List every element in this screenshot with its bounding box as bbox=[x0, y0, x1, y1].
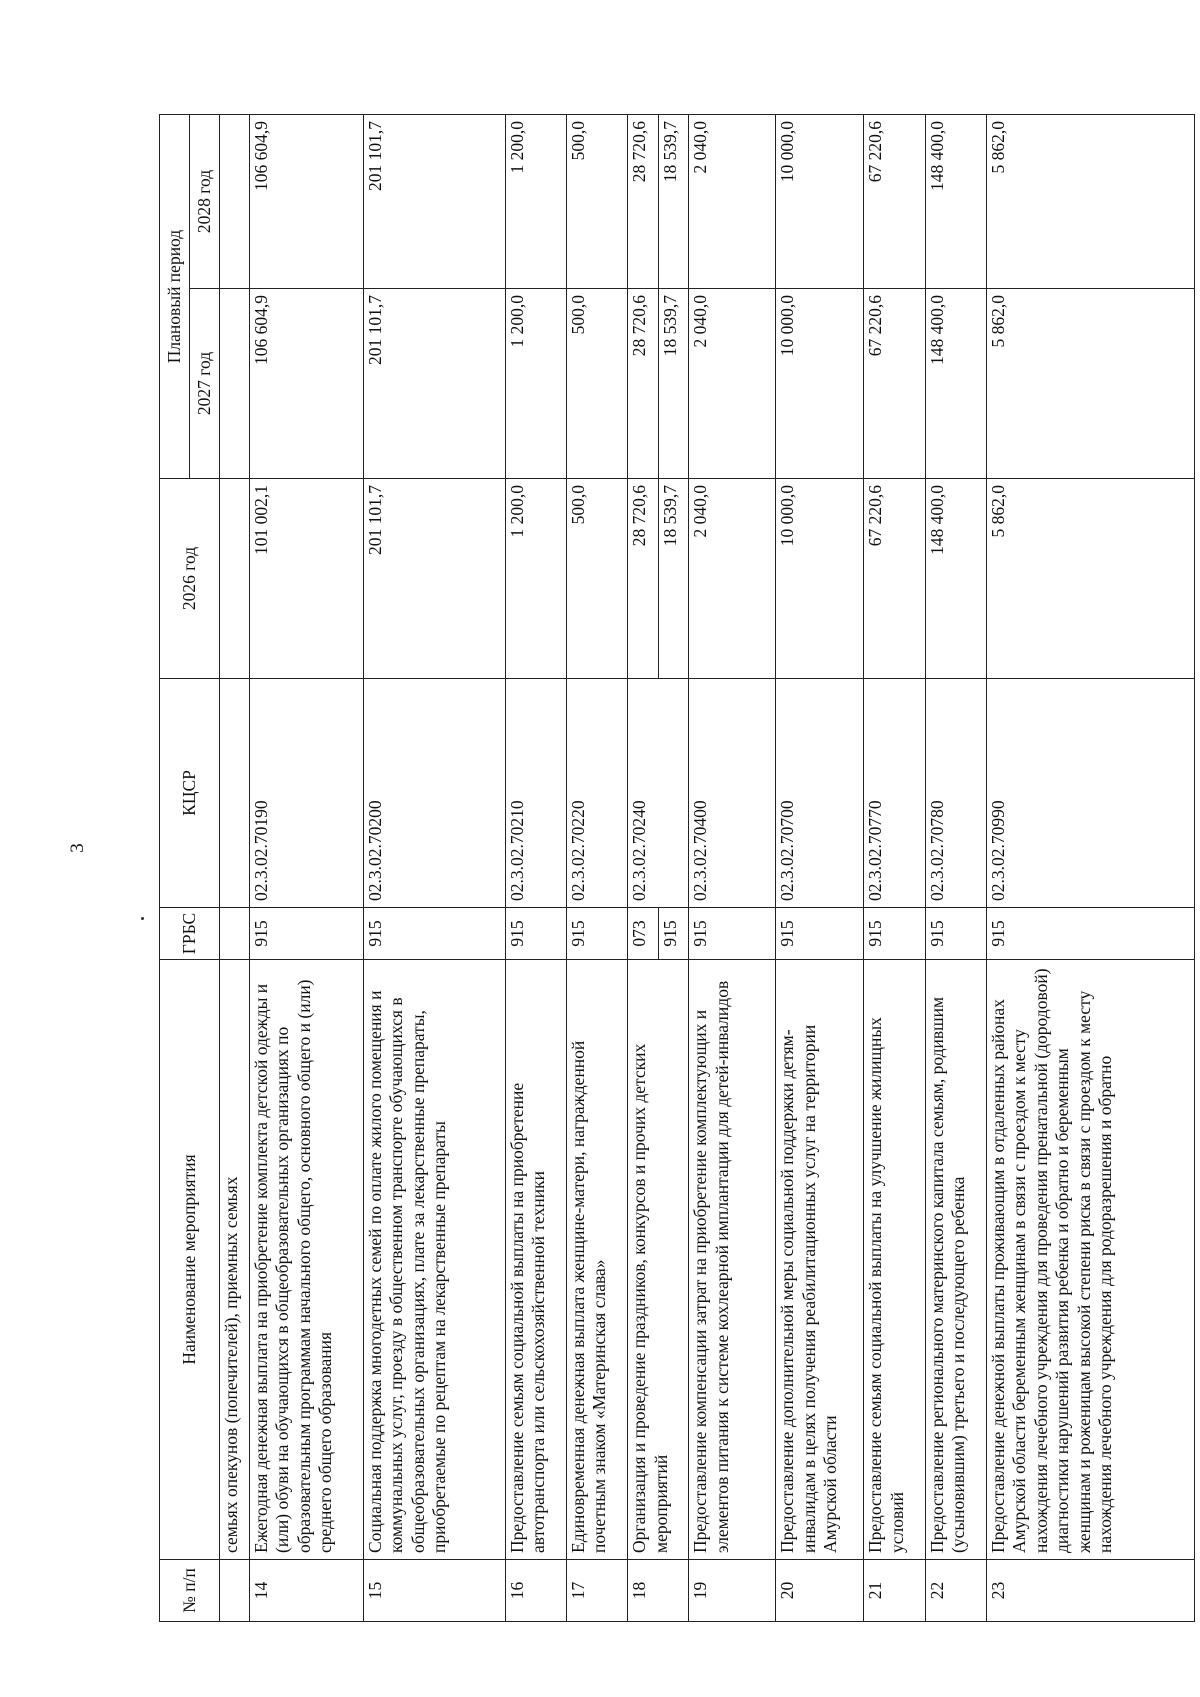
row-kcsr: 02.3.02.70400 bbox=[689, 679, 776, 908]
row-kcsr: 02.3.02.70700 bbox=[776, 679, 864, 908]
row-num: 14 bbox=[249, 1560, 363, 1622]
row-2026: 67 220,6 bbox=[864, 479, 925, 679]
row-num: 15 bbox=[363, 1560, 505, 1622]
row-2027: 1 200,0 bbox=[505, 289, 566, 479]
row-2026: 18 539,7 bbox=[658, 479, 689, 679]
row-2028: 5 862,0 bbox=[986, 114, 1194, 288]
row-kcsr: 02.3.02.70990 bbox=[986, 679, 1194, 908]
budget-table bbox=[159, 114, 1195, 1622]
row-grbs: 915 bbox=[689, 908, 776, 960]
row-kcsr: 02.3.02.70190 bbox=[249, 679, 363, 908]
header-grbs: ГРБС bbox=[160, 908, 220, 960]
row-2026: 101 002,1 bbox=[249, 479, 363, 679]
table-row bbox=[505, 114, 566, 1621]
row-2027: 18 539,7 bbox=[658, 289, 689, 479]
row-2028: 500,0 bbox=[566, 114, 627, 288]
row-name: Предоставление семьям социальной выплаты на улучшение жилищных условий bbox=[864, 960, 925, 1560]
header-2027: 2027 год bbox=[189, 289, 219, 479]
row-2026: 148 400,0 bbox=[925, 479, 986, 679]
row-2028: 10 000,0 bbox=[776, 114, 864, 288]
row-grbs: 915 bbox=[925, 908, 986, 960]
row-2026: 201 101,7 bbox=[363, 479, 505, 679]
row-2027: 106 604,9 bbox=[249, 289, 363, 479]
table-row bbox=[249, 114, 363, 1621]
row-kcsr: 02.3.02.70780 bbox=[925, 679, 986, 908]
table-row bbox=[689, 114, 776, 1621]
page-number: 3 bbox=[67, 843, 88, 853]
row-name: Предоставление компенсации затрат на приобретение комплектующих и элементов питания к системе кохлеарной имплантации для детей-инвалидов bbox=[689, 960, 776, 1560]
table-row bbox=[925, 114, 986, 1621]
row-name: Социальная поддержка многодетных семей по оплате жилого помещения и коммунальных услуг, проезду в общественном транспорте обучающихся в общеобразовательных организациях, плате за лекарственные препараты, приобретаемые по рецептам на лекарственные препараты bbox=[363, 960, 505, 1560]
row-num: 23 bbox=[986, 1560, 1194, 1622]
row-2026: 5 862,0 bbox=[986, 479, 1194, 679]
row-2027: 2 040,0 bbox=[689, 289, 776, 479]
row-grbs: 073 bbox=[628, 908, 659, 960]
row-num: 18 bbox=[628, 1560, 689, 1622]
row-2028: 28 720,6 bbox=[628, 114, 659, 288]
row-kcsr: 02.3.02.70770 bbox=[864, 679, 925, 908]
row-kcsr: 02.3.02.70210 bbox=[505, 679, 566, 908]
header-num: № п/п bbox=[160, 1560, 220, 1622]
row-2028: 18 539,7 bbox=[658, 114, 689, 288]
row-2027: 5 862,0 bbox=[986, 289, 1194, 479]
row-kcsr: 02.3.02.70220 bbox=[566, 679, 627, 908]
table-row bbox=[776, 114, 864, 1621]
row-2027: 28 720,6 bbox=[628, 289, 659, 479]
row-2028: 201 101,7 bbox=[363, 114, 505, 288]
row-2027: 67 220,6 bbox=[864, 289, 925, 479]
row-kcsr: 02.3.02.70200 bbox=[363, 679, 505, 908]
row-grbs: 915 bbox=[776, 908, 864, 960]
row-2028: 2 040,0 bbox=[689, 114, 776, 288]
header-planned-period: Плановый период bbox=[160, 114, 190, 478]
row-2028: 1 200,0 bbox=[505, 114, 566, 288]
header-name: Наименование мероприятия bbox=[160, 960, 220, 1560]
table-row bbox=[566, 114, 627, 1621]
table-row bbox=[864, 114, 925, 1621]
row-grbs: 915 bbox=[566, 908, 627, 960]
table-row bbox=[628, 114, 659, 1621]
row-name: Организация и проведение праздников, конкурсов и прочих детских мероприятий bbox=[628, 960, 689, 1560]
table-row bbox=[363, 114, 505, 1621]
row-grbs: 915 bbox=[505, 908, 566, 960]
row-name: Предоставление регионального материнского капитала семьям, родившим (усыновившим) третьего и последующего ребенка bbox=[925, 960, 986, 1560]
row-2028: 106 604,9 bbox=[249, 114, 363, 288]
row-name: Предоставление дополнительной меры социальной поддержки детям-инвалидам в целях получения реабилитационных услуг на территории Амурской области bbox=[776, 960, 864, 1560]
row-2026: 10 000,0 bbox=[776, 479, 864, 679]
row-2027: 201 101,7 bbox=[363, 289, 505, 479]
header-row-1 bbox=[160, 114, 190, 1621]
row-num: 16 bbox=[505, 1560, 566, 1622]
table-row bbox=[986, 114, 1194, 1621]
continuation-row bbox=[219, 114, 249, 1621]
row-name: Предоставление денежной выплаты проживающим в отдаленных районах Амурской области беременным женщинам в связи с проездом к месту нахождения лечебного учреждения для проведения пренатальной (дородовой) диагностики нарушений развития ребенка и обратно и беременным женщинам и роженицам высокой степени риска в связи с проездом к месту нахождения лечебного учреждения для родоразрешения и обратно bbox=[986, 960, 1194, 1560]
row-grbs: 915 bbox=[864, 908, 925, 960]
header-2026: 2026 год bbox=[160, 479, 220, 679]
row-2026: 28 720,6 bbox=[628, 479, 659, 679]
row-name: Единовременная денежная выплата женщине-матери, награжденной почетным знаком «Материнская слава» bbox=[566, 960, 627, 1560]
continuation-text: семьях опекунов (попечителей), приемных семьях bbox=[219, 960, 249, 1560]
row-name: Предоставление семьям социальной выплаты на приобретение автотранспорта или сельскохозяйственной техники bbox=[505, 960, 566, 1560]
row-grbs: 915 bbox=[986, 908, 1194, 960]
header-kcsr: КЦСР bbox=[160, 679, 220, 908]
row-2028: 148 400,0 bbox=[925, 114, 986, 288]
row-2028: 67 220,6 bbox=[864, 114, 925, 288]
row-kcsr: 02.3.02.70240 bbox=[628, 679, 689, 908]
rotated-table-container bbox=[159, 115, 1195, 1622]
row-num: 17 bbox=[566, 1560, 627, 1622]
row-2026: 2 040,0 bbox=[689, 479, 776, 679]
row-2027: 10 000,0 bbox=[776, 289, 864, 479]
row-name: Ежегодная денежная выплата на приобретение комплекта детской одежды и (или) обуви на обучающихся в общеобразовательных организациях по образовательным программам начального общего, основного общего и (или) среднего общего образования bbox=[249, 960, 363, 1560]
row-num: 19 bbox=[689, 1560, 776, 1622]
row-grbs: 915 bbox=[658, 908, 689, 960]
header-2028: 2028 год bbox=[189, 114, 219, 288]
row-num: 22 bbox=[925, 1560, 986, 1622]
row-num: 21 bbox=[864, 1560, 925, 1622]
row-grbs: 915 bbox=[363, 908, 505, 960]
row-2027: 500,0 bbox=[566, 289, 627, 479]
scan-speck bbox=[141, 917, 144, 920]
row-2026: 500,0 bbox=[566, 479, 627, 679]
row-num: 20 bbox=[776, 1560, 864, 1622]
row-2027: 148 400,0 bbox=[925, 289, 986, 479]
row-grbs: 915 bbox=[249, 908, 363, 960]
row-2026: 1 200,0 bbox=[505, 479, 566, 679]
